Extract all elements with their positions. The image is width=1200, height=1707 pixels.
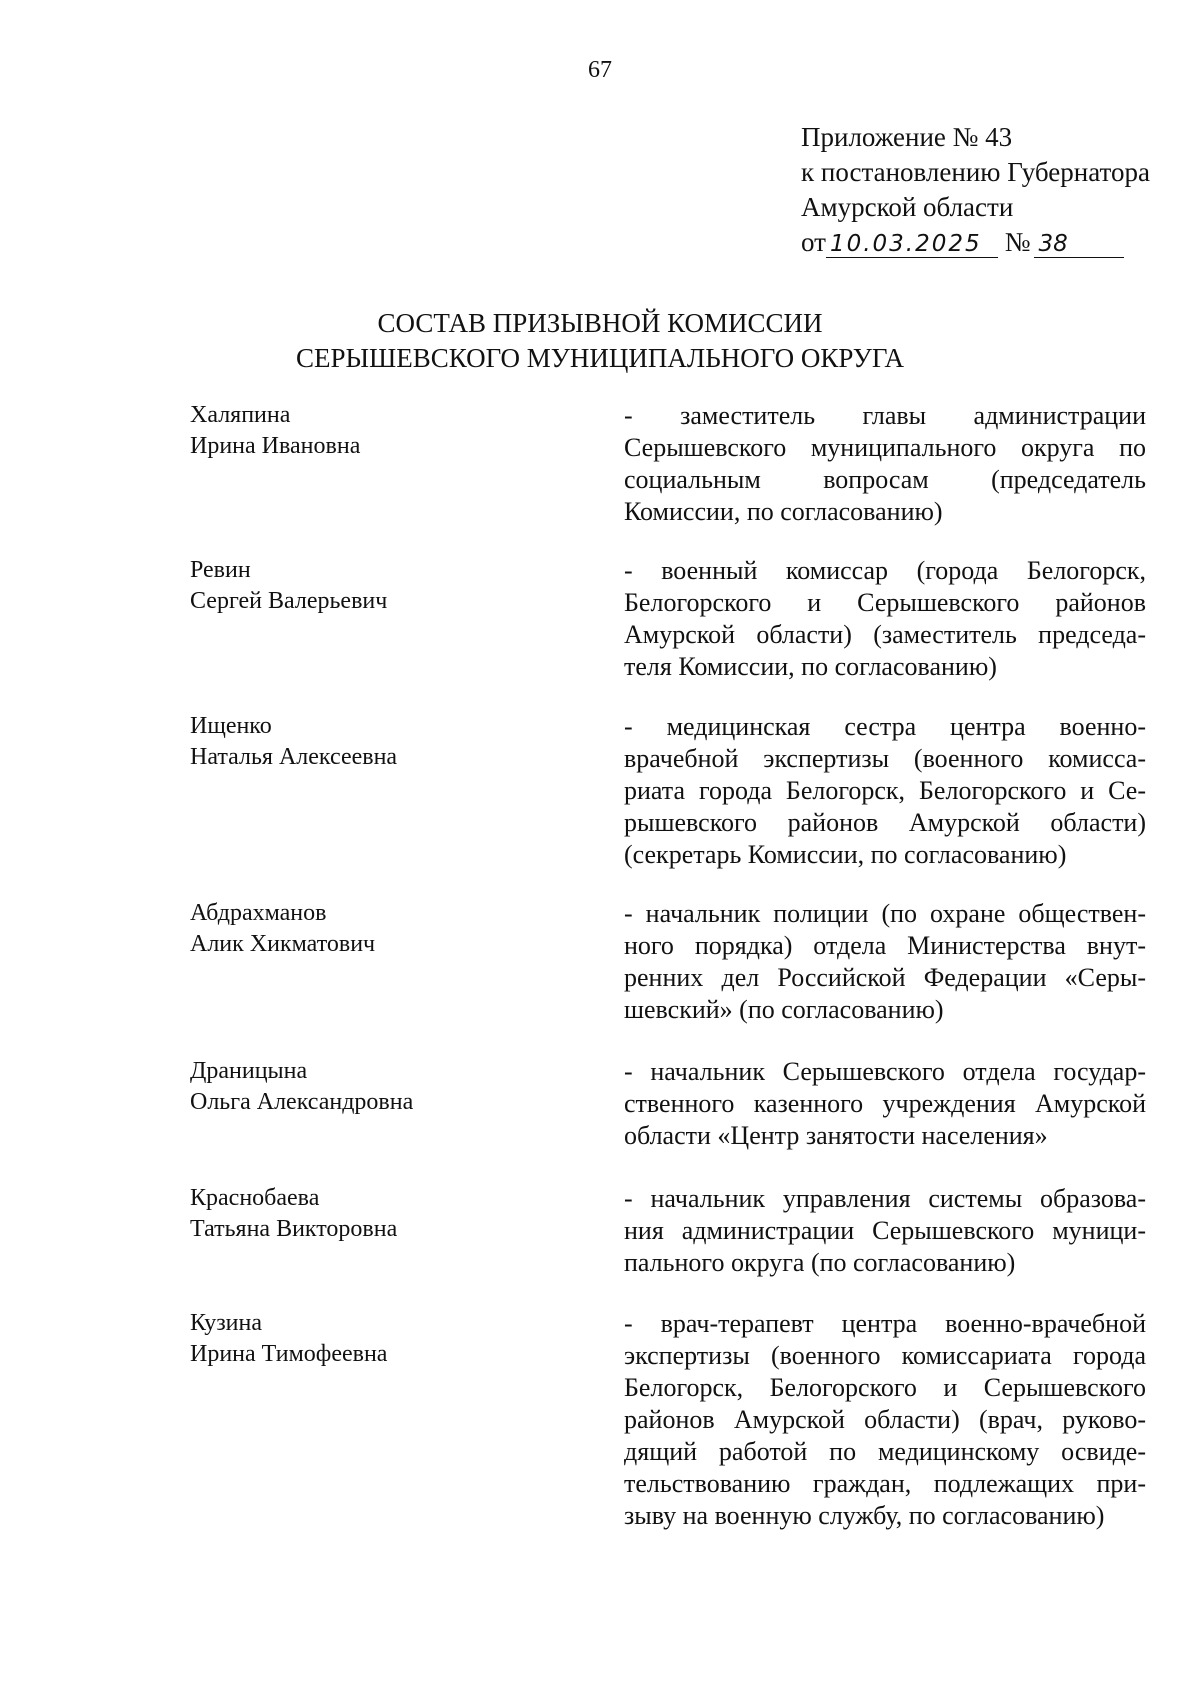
member-name <box>190 1056 570 1118</box>
member-role-line: области «Центр занятости населения» <box>624 1121 1048 1150</box>
title-line-1: СОСТАВ ПРИЗЫВНОЙ КОМИССИИ <box>377 308 823 338</box>
member-role-line: районов Амурской области) (врач, руково- <box>624 1405 1146 1434</box>
member-role-line: (секретарь Комиссии, по согласованию) <box>624 840 1067 869</box>
member-given-names: Сергей Валерьевич <box>190 588 388 614</box>
member-role-line: - заместитель главы администрации <box>624 401 1146 430</box>
member-name <box>190 1183 570 1245</box>
member-given-names: Наталья Алексеевна <box>190 744 398 770</box>
member-role <box>624 400 1146 528</box>
handwritten-number: 38 <box>1034 231 1124 258</box>
member-role-line: тельствованию граждан, подлежащих при- <box>624 1469 1146 1498</box>
member-given-names: Ольга Александровна <box>190 1089 414 1115</box>
member-role <box>624 555 1146 683</box>
member-role-line: - начальник Серышевского отдела государ- <box>624 1057 1146 1086</box>
member-name <box>190 1308 570 1370</box>
member-role-line: - военный комиссар (города Белогорск, <box>624 556 1146 585</box>
member-given-names: Алик Хикматович <box>190 931 376 957</box>
member-name <box>190 898 570 960</box>
appendix-header <box>801 120 1181 260</box>
member-surname: Драницына <box>190 1058 308 1084</box>
document-title <box>0 306 1200 376</box>
appendix-date-line <box>801 225 1181 260</box>
member-role-line: дящий работой по медицинскому освиде- <box>624 1437 1146 1466</box>
member-role-line: Белогорского и Серышевского районов <box>624 588 1146 617</box>
handwritten-date: 10.03.2025 <box>826 231 998 258</box>
member-role-line: ния администрации Серышевского муници- <box>624 1216 1146 1245</box>
member-role-line: ренних дел Российской Федерации «Серы- <box>624 963 1146 992</box>
member-name <box>190 555 570 617</box>
member-role-line: Комиссии, по согласованию) <box>624 497 943 526</box>
member-role-line: - начальник полиции (по охране обществен- <box>624 899 1146 928</box>
member-role-line: пального округа (по согласованию) <box>624 1248 1016 1277</box>
member-name <box>190 711 570 773</box>
member-role-line: риата города Белогорск, Белогорского и Се- <box>624 776 1146 805</box>
member-role-line: Серышевского муниципального округа по <box>624 433 1146 462</box>
date-prefix: от <box>801 227 826 257</box>
member-role-line: врачебной экспертизы (военного комисса- <box>624 744 1146 773</box>
member-name <box>190 400 570 462</box>
member-surname: Халяпина <box>190 402 291 428</box>
member-role-line: зыву на военную службу, по согласованию) <box>624 1501 1105 1530</box>
member-role <box>624 711 1146 871</box>
member-role-line: Амурской области) (заместитель председа- <box>624 620 1146 649</box>
member-role <box>624 1183 1146 1279</box>
member-surname: Абдрахманов <box>190 900 327 926</box>
member-role <box>624 1308 1146 1532</box>
member-given-names: Ирина Ивановна <box>190 433 361 459</box>
member-role-line: - врач-терапевт центра военно-врачебной <box>624 1309 1146 1338</box>
member-surname: Краснобаева <box>190 1185 320 1211</box>
appendix-line-1: Приложение № 43 <box>801 122 1013 152</box>
member-role <box>624 898 1146 1026</box>
member-surname: Ищенко <box>190 713 272 739</box>
member-given-names: Ирина Тимофеевна <box>190 1341 388 1367</box>
member-role-line: - медицинская сестра центра военно- <box>624 712 1146 741</box>
member-surname: Кузина <box>190 1310 263 1336</box>
appendix-line-3: Амурской области <box>801 192 1014 222</box>
member-role-line: рышевского районов Амурской области) <box>624 808 1146 837</box>
appendix-line-2: к постановлению Губернатора <box>801 157 1150 187</box>
number-prefix: № <box>1004 227 1031 257</box>
member-role-line: экспертизы (военного комиссариата города <box>624 1341 1146 1370</box>
page-number: 67 <box>588 57 612 83</box>
member-role-line: - начальник управления системы образова- <box>624 1184 1146 1213</box>
title-line-2: СЕРЫШЕВСКОГО МУНИЦИПАЛЬНОГО ОКРУГА <box>295 343 905 373</box>
member-role-line: шевский» (по согласованию) <box>624 995 944 1024</box>
member-role-line: теля Комиссии, по согласованию) <box>624 652 997 681</box>
member-role-line: ственного казенного учреждения Амурской <box>624 1089 1146 1118</box>
member-role <box>624 1056 1146 1152</box>
member-role-line: ного порядка) отдела Министерства внут- <box>624 931 1146 960</box>
member-role-line: Белогорск, Белогорского и Серышевского <box>624 1373 1146 1402</box>
member-surname: Ревин <box>190 557 251 583</box>
member-role-line: социальным вопросам (председатель <box>624 465 1146 494</box>
member-given-names: Татьяна Викторовна <box>190 1216 398 1242</box>
